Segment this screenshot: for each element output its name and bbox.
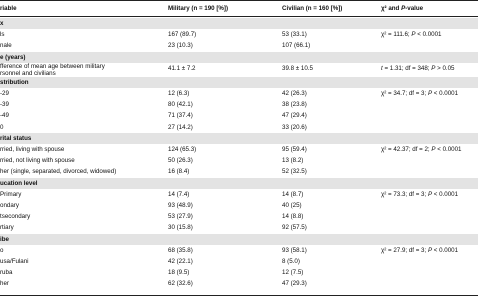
civilian-cell: 52 (32.5) (282, 168, 307, 176)
table-row (0, 88, 478, 99)
civilian-cell: 42 (26.3) (282, 90, 307, 97)
row-label: 0 (0, 123, 4, 131)
military-cell: 80 (42.1) (168, 101, 193, 109)
section-row (0, 234, 478, 245)
header-rule (0, 16, 478, 17)
military-cell: 53 (27.9) (168, 213, 193, 221)
civilian-cell: 33 (20.6) (282, 123, 307, 131)
row-label: e (years) (0, 53, 26, 61)
table-row (0, 256, 478, 267)
row-label: ondary (0, 202, 19, 209)
table-row (0, 245, 478, 256)
table-row (0, 110, 478, 121)
civilian-cell: 92 (57.5) (282, 224, 307, 232)
civilian-cell: 47 (29.4) (282, 112, 307, 120)
civilian-cell: 38 (23.8) (282, 101, 307, 109)
test-cell: χ² = 27.9; df = 3; P < 0.0001 (381, 246, 459, 254)
table-row (0, 189, 478, 200)
civilian-cell: 14 (8.7) (282, 190, 304, 198)
table-row (0, 267, 478, 278)
row-label: ibe (0, 235, 9, 243)
test-cell: χ² = 73.3; df = 3; P < 0.0001 (381, 190, 459, 198)
military-cell: 14 (7.4) (168, 190, 190, 198)
military-cell: 68 (35.8) (168, 246, 193, 254)
row-label: tsecondary (0, 213, 31, 221)
table-row (0, 211, 478, 222)
civilian-cell: 8 (5.0) (282, 258, 300, 265)
row-label: her (0, 280, 9, 288)
test-cell: χ² = 42.37; df = 2; P < 0.0001 (381, 146, 462, 153)
row-label: stribution (0, 78, 29, 86)
top-rule (0, 0, 478, 1)
civilian-cell: 47 (29.3) (282, 280, 307, 288)
military-cell: 12 (6.3) (168, 90, 190, 97)
table-row (0, 200, 478, 211)
military-cell: 23 (10.3) (168, 42, 193, 50)
section-row (0, 178, 478, 189)
row-label: -49 (0, 112, 9, 120)
table-row (0, 144, 478, 155)
civilian-cell: 95 (59.4) (282, 146, 307, 153)
military-cell: 62 (32.6) (168, 280, 193, 288)
civilian-cell: 39.8 ± 10.5 (282, 64, 313, 72)
table-row (0, 99, 478, 110)
military-cell: 41.1 ± 7.2 (168, 64, 196, 72)
row-label: rtiary (0, 224, 14, 232)
row-label: Primary (0, 190, 22, 198)
table-row (0, 122, 478, 133)
section-row (0, 77, 478, 88)
row-label: rital status (0, 134, 32, 142)
row-label: nale (0, 42, 12, 50)
table-row (0, 222, 478, 233)
civilian-cell: 53 (33.1) (282, 31, 307, 39)
military-cell: 42 (22.1) (168, 258, 193, 265)
civilian-cell: 107 (66.1) (282, 42, 311, 50)
military-cell: 71 (37.4) (168, 112, 193, 120)
military-cell: 50 (26.3) (168, 157, 193, 165)
military-cell: 167 (89.7) (168, 31, 197, 39)
test-cell: χ² = 111.6; P < 0.0001 (381, 31, 442, 39)
row-label: rried, not living with spouse (0, 157, 75, 165)
test-cell: t = 1.31; df = 348; P > 0.05 (381, 64, 455, 72)
section-row (0, 133, 478, 144)
civilian-cell: 40 (25) (282, 202, 302, 209)
header-military: Military (n = 190 [%]) (168, 5, 228, 12)
military-cell: 27 (14.2) (168, 123, 193, 131)
row-label: x (0, 20, 4, 27)
row-label: -29 (0, 90, 9, 97)
military-cell: 93 (48.9) (168, 202, 193, 209)
table-header-row (0, 3, 478, 15)
table-row (0, 40, 478, 51)
row-label: ruba (0, 269, 13, 277)
civilian-cell: 14 (8.8) (282, 213, 304, 221)
civilian-cell: 12 (7.5) (282, 269, 304, 277)
header-civilian: Civilian (n = 160 [%]) (282, 5, 343, 12)
military-cell: 16 (8.4) (168, 168, 190, 176)
row-label: -39 (0, 101, 9, 109)
row-label: rried, living with spouse (0, 146, 65, 153)
military-cell: 18 (9.5) (168, 269, 190, 277)
row-label: her (single, separated, divorced, widowed) (0, 168, 117, 176)
header-variable: riable (0, 5, 17, 12)
test-cell: χ² = 34.7; df = 3; P < 0.0001 (381, 90, 459, 97)
civilian-cell: 13 (8.2) (282, 157, 304, 165)
civilian-cell: 93 (58.1) (282, 246, 307, 254)
header-test: χ² and P-value (381, 5, 424, 12)
table-row (0, 155, 478, 166)
table-row (0, 63, 478, 77)
row-label: ls (0, 31, 5, 39)
table-row (0, 29, 478, 40)
section-row (0, 18, 478, 29)
row-label: fference of mean age between military rsonnel and civilians (0, 62, 105, 77)
row-label: usa/Fulani (0, 258, 29, 265)
row-label: o (0, 246, 4, 254)
table-row (0, 278, 478, 289)
military-cell: 30 (15.8) (168, 224, 193, 232)
military-cell: 124 (65.3) (168, 146, 197, 153)
row-label: ucation level (0, 179, 38, 187)
section-row (0, 52, 478, 63)
table-row (0, 166, 478, 177)
